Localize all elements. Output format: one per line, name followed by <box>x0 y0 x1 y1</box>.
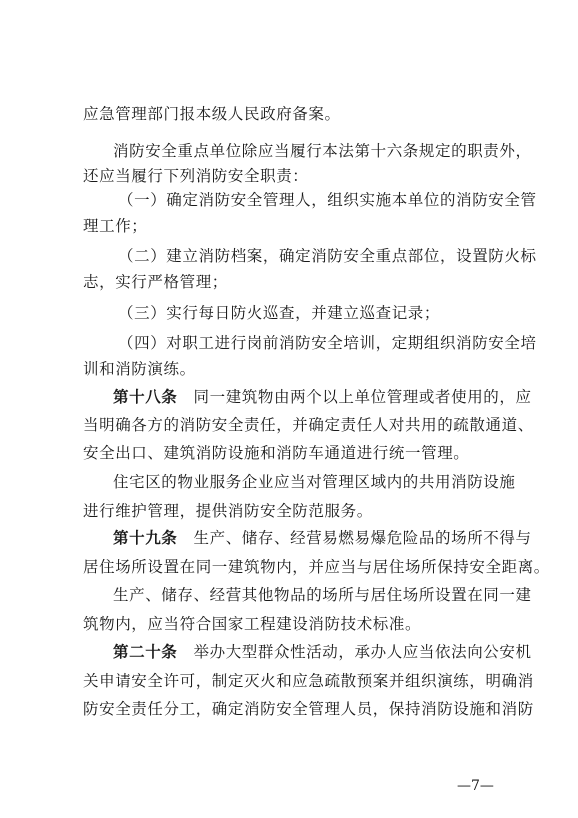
article-line <box>113 642 532 662</box>
text-line: （一）确定消防安全管理人，组织实施本单位的消防安全管 <box>118 191 537 209</box>
text-line: 居住场所设置在同一建筑物内，并应当与居住场所保持安全距离。 <box>83 558 550 576</box>
article-line <box>113 528 532 548</box>
text-line: 住宅区的物业服务企业应当对管理区域内的共用消防设施 <box>113 473 516 491</box>
article-text: 生产、储存、经营易燃易爆危险品的场所不得与 <box>177 529 532 547</box>
text-line: 训和消防演练。 <box>83 360 196 378</box>
text-line: 当明确各方的消防安全责任，并确定责任人对共用的疏散通道、 <box>83 416 534 434</box>
article-heading: 第十八条 <box>113 387 178 406</box>
text-line: 进行维护管理，提供消防安全防范服务。 <box>83 502 373 520</box>
text-line: 生产、储存、经营其他物品的场所与居住场所设置在同一建 <box>113 586 532 604</box>
text-line: 应急管理部门报本级人民政府备案。 <box>83 105 341 123</box>
text-line: 还应当履行下列消防安全职责： <box>83 167 309 185</box>
text-line: 消防安全重点单位除应当履行本法第十六条规定的职责外， <box>113 142 532 160</box>
page-number: —7— <box>457 778 494 794</box>
text-line: 志，实行严格管理； <box>83 273 228 291</box>
article-heading: 第十九条 <box>113 528 178 547</box>
article-line <box>113 387 532 407</box>
text-line: 关申请安全许可，制定灭火和应急疏散预案并组织演练，明确消 <box>83 672 534 690</box>
text-line: （四）对职工进行岗前消防安全培训，定期组织消防安全培 <box>118 334 537 352</box>
text-line: 安全出口、建筑消防设施和消防车通道进行统一管理。 <box>83 444 470 462</box>
text-line: （三）实行每日防火巡查，并建立巡查记录； <box>118 304 441 322</box>
article-text: 举办大型群众性活动，承办人应当依法向公安机 <box>177 643 532 661</box>
text-line: （二）建立消防档案，确定消防安全重点部位，设置防火标 <box>118 247 537 265</box>
article-text: 同一建筑物由两个以上单位管理或者使用的，应 <box>177 388 532 406</box>
article-heading: 第二十条 <box>113 642 178 661</box>
text-line: 防安全责任分工，确定消防安全管理人员，保持消防设施和消防 <box>83 700 534 718</box>
text-line: 理工作； <box>83 217 148 235</box>
text-line: 筑物内，应当符合国家工程建设消防技术标准。 <box>83 615 422 633</box>
